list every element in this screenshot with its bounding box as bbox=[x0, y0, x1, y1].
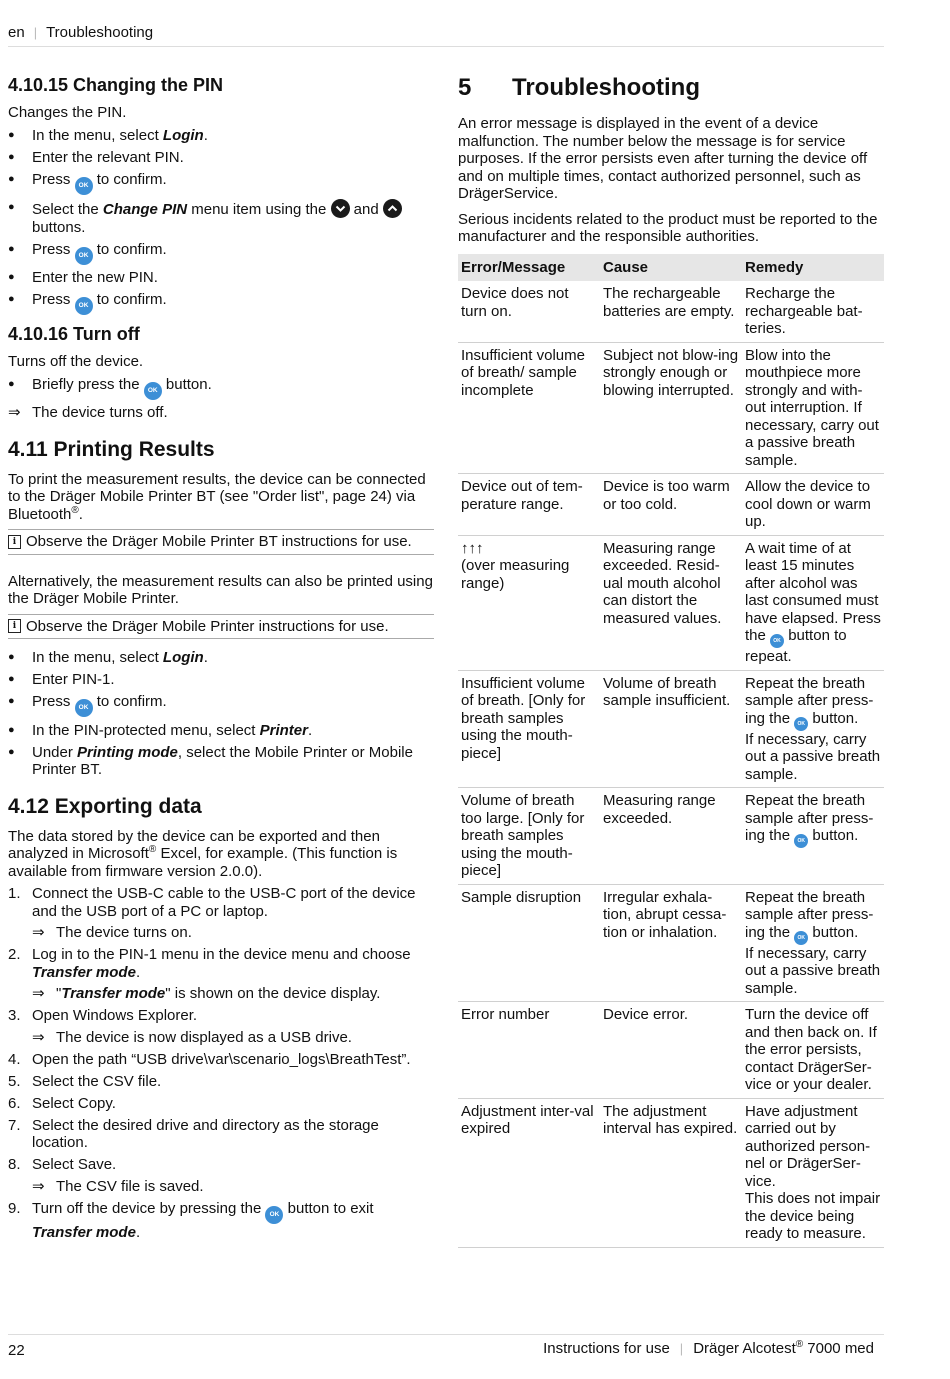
list-item: ● Select the Change PIN menu item using the and buttons. bbox=[8, 199, 434, 236]
ok-button-icon: OK bbox=[75, 297, 93, 315]
error-cell: Device does not turn on. bbox=[458, 281, 600, 342]
list-item: ● Enter PIN-1. bbox=[8, 671, 434, 689]
list-item: ● In the menu, select Login. bbox=[8, 127, 434, 145]
error-cell: Insufficient volume of breath. [Only for breath samples using the mouth-piece] bbox=[458, 670, 600, 788]
header-rule bbox=[8, 46, 884, 47]
down-button-icon bbox=[331, 199, 350, 218]
numbered-list bbox=[8, 885, 434, 1241]
table-row bbox=[458, 281, 884, 342]
footer-separator: | bbox=[679, 1341, 684, 1356]
result-item: ⇒ The device is now displayed as a USB drive. bbox=[32, 1028, 352, 1046]
ok-button-icon: OK bbox=[794, 931, 808, 945]
column-header: Error/Message bbox=[458, 254, 600, 282]
list-item: 2. Log in to the PIN-1 menu in the device menu and choose Transfer mode. ⇒ "Transfer mode" is shown on the device display. bbox=[8, 946, 434, 1003]
list-item: 6. Select Copy. bbox=[8, 1094, 116, 1112]
paragraph: The data stored by the device can be exported and then analyzed in Microsoft® Excel, for example. (This function is available from firmware version 2.0.0). bbox=[8, 827, 398, 880]
error-cell: Insufficient volume of breath/ sample incomplete bbox=[458, 342, 600, 474]
left-column bbox=[8, 74, 434, 1246]
over-range-arrows-icon: ↑↑↑ bbox=[461, 539, 484, 557]
table-row bbox=[458, 670, 884, 788]
page-header bbox=[8, 24, 153, 41]
ok-button-icon: OK bbox=[265, 1206, 283, 1224]
paragraph: Serious incidents related to the product must be reported to the manufacturer and the responsible authorities. bbox=[458, 210, 878, 245]
bullet-list bbox=[8, 376, 434, 400]
list-item: 4. Open the path “USB drive\var\scenario_logs\BreathTest”. bbox=[8, 1050, 411, 1068]
list-item: ● Press OK to confirm. bbox=[8, 291, 434, 315]
error-cell: Adjustment inter-val expired bbox=[458, 1098, 600, 1247]
cause-cell: Subject not blow-ing strongly enough or blowing interrupted. bbox=[600, 342, 742, 474]
error-cell: Sample disruption bbox=[458, 884, 600, 1002]
section-heading-4-12: 4.12 Exporting data bbox=[8, 794, 202, 818]
result-item: ⇒ "Transfer mode" is shown on the device display. bbox=[32, 985, 381, 1002]
remedy-cell: Allow the device to cool down or warm up. bbox=[742, 474, 884, 536]
ok-button-icon: OK bbox=[75, 699, 93, 717]
cause-cell: Volume of breath sample insufficient. bbox=[600, 670, 742, 788]
list-item: ● In the PIN-protected menu, select Printer. bbox=[8, 722, 434, 740]
bullet-list bbox=[8, 649, 434, 779]
list-item: ● Enter the new PIN. bbox=[8, 269, 434, 287]
list-item: 8. Select Save. ⇒ The CSV file is saved. bbox=[8, 1156, 434, 1195]
table-row bbox=[458, 535, 884, 670]
footer-rule bbox=[8, 1334, 884, 1335]
error-cell: Device out of tem-perature range. bbox=[458, 474, 600, 536]
ok-button-icon: OK bbox=[770, 634, 784, 648]
header-separator: | bbox=[33, 25, 38, 40]
list-item: ● Briefly press the OK button. bbox=[8, 376, 434, 400]
list-item: ● Press OK to confirm. bbox=[8, 241, 434, 265]
paragraph: To print the measurement results, the device can be connected to the Dräger Mobile Printer BT (see "Order list", page 24) via Bluetooth®. bbox=[8, 470, 426, 523]
result-arrow-icon: ⇒ bbox=[32, 1177, 45, 1195]
bullet-list bbox=[8, 127, 434, 316]
section-intro: Turns off the device. bbox=[8, 353, 144, 370]
info-icon: i bbox=[8, 619, 21, 633]
section-heading-4-10-16: 4.10.16 Turn off bbox=[8, 324, 140, 344]
paragraph: An error message is displayed in the event of a device malfunction. The number below the message is for service purposes. If the error persists even after turning the device off and on multiple times, contact authorized personnel, such as DrägerService. bbox=[458, 115, 868, 202]
remedy-cell: Repeat the breath sample after press-ing the OK button. bbox=[742, 788, 884, 885]
page-number: 22 bbox=[8, 1342, 25, 1359]
remedy-cell: Turn the device off and then back on. If the error persists, contact DrägerSer-vice or your dealer. bbox=[742, 1002, 884, 1099]
ok-button-icon: OK bbox=[75, 247, 93, 265]
result-item: ⇒ The device turns off. bbox=[8, 404, 168, 421]
result-arrow-icon: ⇒ bbox=[32, 985, 45, 1002]
ok-button-icon: OK bbox=[794, 834, 808, 848]
list-item: 1. Connect the USB-C cable to the USB-C port of the device and the USB port of a PC or laptop. ⇒ The device turns on. bbox=[8, 885, 434, 942]
error-cell: ↑↑↑ (over measuring range) bbox=[458, 535, 600, 670]
cause-cell: Device is too warm or too cold. bbox=[600, 474, 742, 536]
info-icon: i bbox=[8, 535, 21, 549]
column-header: Cause bbox=[600, 254, 742, 282]
info-note: i Observe the Dräger Mobile Printer instructions for use. bbox=[8, 614, 434, 640]
ok-button-icon: OK bbox=[75, 177, 93, 195]
result-arrow-icon: ⇒ bbox=[8, 404, 21, 421]
list-item: 9. Turn off the device by pressing the OK button to exit Transfer mode. bbox=[8, 1199, 374, 1241]
header-language: en bbox=[8, 24, 25, 41]
section-heading-4-11: 4.11 Printing Results bbox=[8, 437, 215, 461]
remedy-cell: Blow into the mouthpiece more strongly and with-out interruption. If necessary, carry out a passive breath sample. bbox=[742, 342, 884, 474]
error-cell: Error number bbox=[458, 1002, 600, 1099]
footer-product: Dräger Alcotest® 7000 med bbox=[693, 1339, 874, 1357]
troubleshooting-table bbox=[458, 254, 884, 1248]
table-row bbox=[458, 788, 884, 885]
cause-cell: Irregular exhala-tion, abrupt cessa-tion or inhalation. bbox=[600, 884, 742, 1002]
result-item: ⇒ The CSV file is saved. bbox=[32, 1177, 204, 1195]
table-header-row bbox=[458, 254, 884, 282]
column-header: Remedy bbox=[742, 254, 884, 282]
section-heading-4-10-15: 4.10.15 Changing the PIN bbox=[8, 75, 224, 95]
chapter-heading: 5 Troubleshooting bbox=[458, 74, 700, 101]
result-arrow-icon: ⇒ bbox=[32, 1028, 45, 1046]
list-item: ● Press OK to confirm. bbox=[8, 693, 434, 717]
cause-cell: Device error. bbox=[600, 1002, 742, 1099]
header-title: Troubleshooting bbox=[46, 24, 154, 41]
table-row bbox=[458, 1002, 884, 1099]
table-row bbox=[458, 342, 884, 474]
list-item: ● Under Printing mode, select the Mobile Printer or Mobile Printer BT. bbox=[8, 744, 434, 779]
up-button-icon bbox=[383, 199, 402, 218]
cause-cell: Measuring range exceeded. Resid-ual mouth alcohol can distort the measured values. bbox=[600, 535, 742, 670]
remedy-cell: Repeat the breath sample after press-ing the OK button. If necessary, carry out a passive breath sample. bbox=[742, 884, 884, 1002]
error-cell: Volume of breath too large. [Only for breath samples using the mouth-piece] bbox=[458, 788, 600, 885]
result-arrow-icon: ⇒ bbox=[32, 924, 45, 941]
cause-cell: The rechargeable batteries are empty. bbox=[600, 281, 742, 342]
cause-cell: Measuring range exceeded. bbox=[600, 788, 742, 885]
ok-button-icon: OK bbox=[794, 717, 808, 731]
list-item: 7. Select the desired drive and directory as the storage location. bbox=[8, 1116, 379, 1151]
remedy-cell: Recharge the rechargeable bat-teries. bbox=[742, 281, 884, 342]
ok-button-icon: OK bbox=[144, 382, 162, 400]
list-item: ● Enter the relevant PIN. bbox=[8, 149, 434, 167]
right-column bbox=[458, 74, 884, 1248]
remedy-cell: A wait time of at least 15 minutes after alcohol was last consumed must have elapsed. Press the OK button to repeat. bbox=[742, 535, 884, 670]
table-row bbox=[458, 1098, 884, 1247]
section-intro: Changes the PIN. bbox=[8, 104, 127, 121]
remedy-cell: Have adjustment carried out by authorized person-nel or DrägerSer-vice. This does not impair the device being ready to measure. bbox=[742, 1098, 884, 1247]
list-item: 5. Select the CSV file. bbox=[8, 1072, 162, 1090]
page-footer bbox=[543, 1340, 874, 1357]
list-item: 3. Open Windows Explorer. ⇒ The device is now displayed as a USB drive. bbox=[8, 1007, 434, 1046]
info-note: i Observe the Dräger Mobile Printer BT instructions for use. bbox=[8, 529, 434, 555]
table-row bbox=[458, 474, 884, 536]
remedy-cell: Repeat the breath sample after press-ing the OK button. If necessary, carry out a passive breath sample. bbox=[742, 670, 884, 788]
cause-cell: The adjustment interval has expired. bbox=[600, 1098, 742, 1247]
list-item: ● Press OK to confirm. bbox=[8, 171, 434, 195]
list-item: ● In the menu, select Login. bbox=[8, 649, 434, 667]
paragraph: Alternatively, the measurement results can also be printed using the Dräger Mobile Printer. bbox=[8, 572, 433, 607]
result-item: ⇒ The device turns on. bbox=[32, 924, 192, 941]
footer-doc-type: Instructions for use bbox=[543, 1340, 670, 1357]
table-row bbox=[458, 884, 884, 1002]
